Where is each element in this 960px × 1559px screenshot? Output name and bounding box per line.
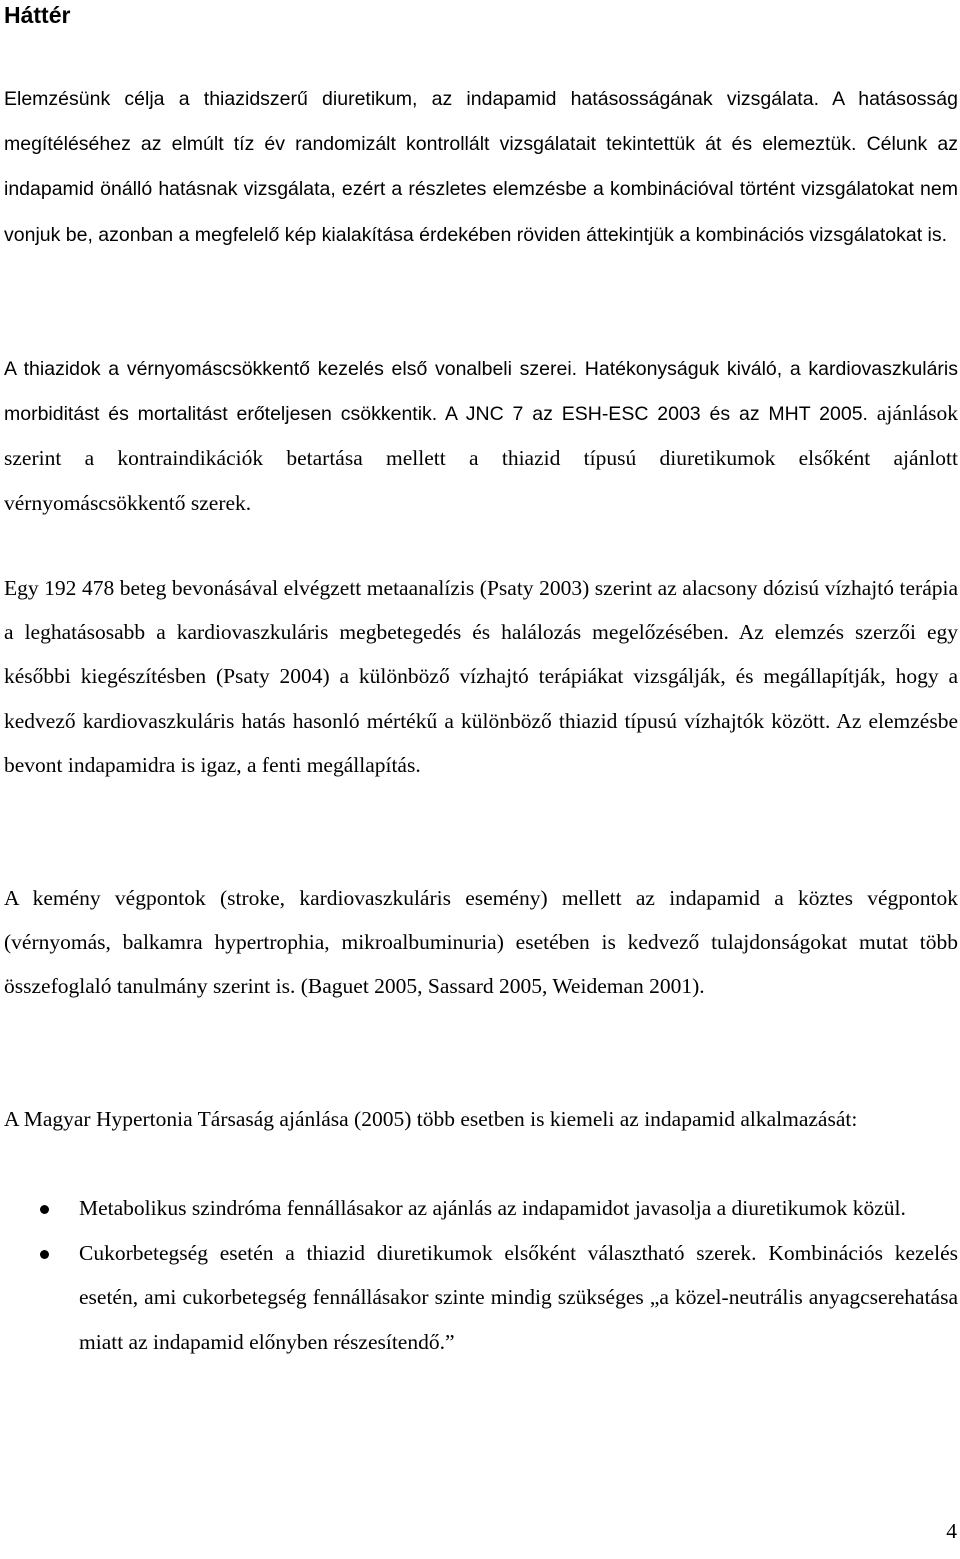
list-item-text: Metabolikus szindróma fennállásakor az ajánlás az indapamidot javasolja a diuretikumok közül.: [79, 1196, 906, 1220]
paragraph-thiazides: [4, 346, 958, 525]
paragraph-recommendation: A Magyar Hypertonia Társaság ajánlása (2005) több esetben is kiemeli az indapamid alkalmazását:: [4, 1107, 858, 1131]
bullet-icon: [40, 1205, 49, 1214]
list-item: [4, 1231, 958, 1364]
paragraph-aim-rest: Célunk az indapamid önálló hatásnak vizsgálata, ezért a részletes elemzésbe a kombinációval történt vizsgálatokat nem vonjuk be, azonban a megfelelő kép kialakítása érdekében röviden áttekintjük a kombinációs vizsgálatokat is.: [4, 133, 958, 246]
list-item: [4, 1186, 958, 1230]
bullet-icon: [40, 1250, 49, 1259]
recommendation-list: [4, 1186, 958, 1365]
section-heading: Háttér: [4, 2, 71, 28]
paragraph-aim-sans-part: Elemzésünk célja a thiazidszerű diuretikum, az indapamid hatásosságának vizsgálata. A hatásosság megítéléséhez az elmúlt tíz év randomizált kontrollált vizsgálatait tekintettük át és elemeztük.: [4, 88, 958, 156]
list-item-text: Cukorbetegség esetén a thiazid diuretikumok elsőként választható szerek. Kombinációs kezelés esetén, ami cukorbetegség fennállásakor szinte mindig szükséges „a közel-neutrális anyagcserehatása miatt az indapamid előnyben részesítendő.”: [79, 1241, 958, 1354]
paragraph-thiazides-serif-part: ajánlások szerint a kontraindikációk betartása mellett a thiazid típusú diuretikumok elsőként ajánlott vérnyomáscsökkentő szerek.: [4, 401, 958, 515]
paragraph-endpoints: A kemény végpontok (stroke, kardiovaszkuláris esemény) mellett az indapamid a köztes végpontok (vérnyomás, balkamra hypertrophia, mikroalbuminuria) esetében is kedvező tulajdonságokat mutat több összefoglaló tanulmány szerint is. (Baguet 2005, Sassard 2005, Weideman 2001).: [4, 886, 958, 999]
paragraph-aim: [4, 76, 958, 257]
paragraph-metaanalysis: Egy 192 478 beteg bevonásával elvégzett metaanalízis (Psaty 2003) szerint az alacsony dózisú vízhajtó terápia a leghatásosabb a kardiovaszkuláris megbetegedés és halálozás megelőzésében. Az elemzés szerzői egy későbbi kiegészítésben (Psaty 2004) a különböző vízhajtó terápiákat vizsgálják, és megállapítják, hogy a kedvező kardiovaszkuláris hatás hasonló mértékű a különböző thiazid típusú vízhajtók között. Az elemzésbe bevont indapamidra is igaz, a fenti megállapítás.: [4, 576, 958, 777]
page-number: 4: [946, 1519, 957, 1543]
paragraph-thiazides-sans-part: A thiazidok a vérnyomáscsökkentő kezelés első vonalbeli szerei. Hatékonyságuk kiváló, a kardiovaszkuláris morbiditást és mortalitást erőteljesen csökkentik. A JNC 7 az ESH-ESC 2003 és az MHT 2005.: [4, 358, 958, 426]
